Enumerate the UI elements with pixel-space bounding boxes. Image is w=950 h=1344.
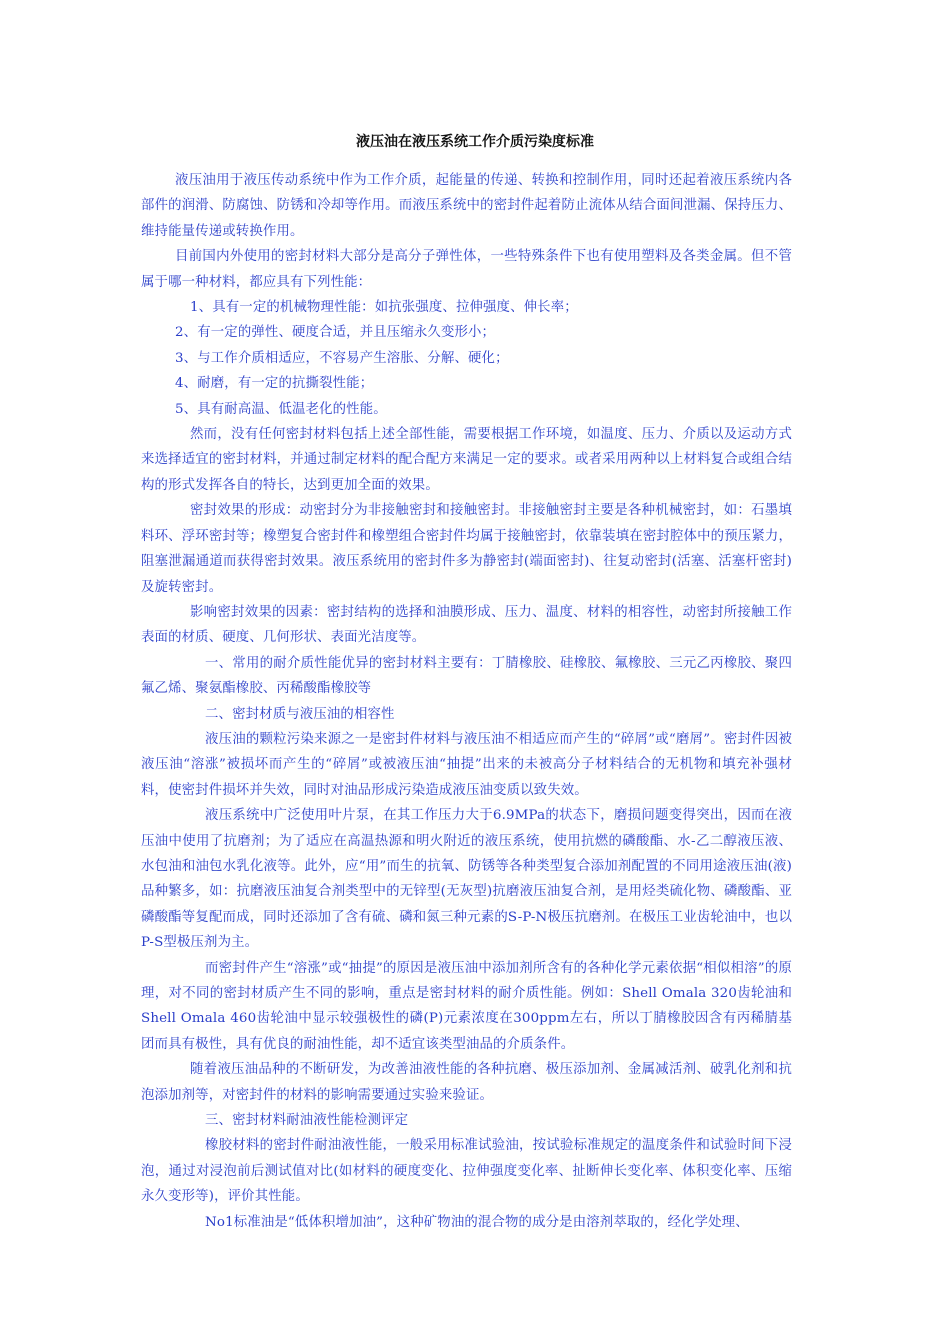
paragraph: No1标准油是“低体积增加油”，这种矿物油的混合物的成分是由溶剂萃取的，经化学处理、 [205,1214,749,1230]
list-item: 5、具有耐高温、低温老化的性能。 [175,401,387,417]
list-item: 4、耐磨，有一定的抗撕裂性能； [175,376,374,392]
paragraph: 液压系统中广泛使用叶片泵，在其工作压力大于6.9MPa的状态下，磨损问题变得突出，因而在液压油中使用了抗磨剂；为了适应在高温热源和明火附近的液压系统，使用抗燃的磷酸酯、水-乙二醇液压液、水包油和油包水乳化液等。此外，应“用”而生的抗氧、防锈等各种类型复合添加剂配置的不同用途液压油(液)品种繁多，如：抗磨液压油复合剂类型中的无锌型(无灰型)抗磨液压油复合剂，是用烃类硫化物、磷酸酯、亚磷酸酯等复配而成，同时还添加了含有硫、磷和氮三种元素的S-P-N极压抗磨剂。在极压工业齿轮油中，也以P-S型极压剂为主。 [141,808,792,951]
paragraph: 橡胶材料的密封件耐油液性能，一般采用标准试验油，按试验标准规定的温度条件和试验时间下浸泡，通过对浸泡前后测试值对比(如材料的硬度变化、拉伸强度变化率、扯断伸长变化率、体积变化率、压缩永久变形等)，评价其性能。 [141,1138,792,1205]
paragraph: 液压油的颗粒污染来源之一是密封件材料与液压油不相适应而产生的“碎屑”或“磨屑”。密封件因被液压油“溶涨”被损坏而产生的“碎屑”或被液压油“抽提”出来的未被高分子材料结合的无机物和填充补强材料，使密封件损坏并失效，同时对油品形成污染造成液压油变质以致失效。 [141,731,792,798]
list-item: 2、有一定的弹性、硬度合适，并且压缩永久变形小； [175,325,496,341]
paragraph: 影响密封效果的因素：密封结构的选择和油膜形成、压力、温度、材料的相容性，动密封所接触工作表面的材质、硬度、几何形状、表面光洁度等。 [141,604,792,646]
paragraph: 液压油用于液压传动系统中作为工作介质，起能量的传递、转换和控制作用，同时还起着液压系统内各部件的润滑、防腐蚀、防锈和冷却等作用。而液压系统中的密封件起着防止流体从结合面间泄漏、保持压力、维持能量传递或转换作用。 [141,173,792,239]
section-heading: 二、密封材质与液压油的相容性 [205,706,395,722]
list-item: 1、具有一定的机械物理性能：如抗张强度、拉伸强度、伸长率； [190,300,578,316]
paragraph: 而密封件产生“溶涨”或“抽提”的原因是液压油中添加剂所含有的各种化学元素依据“相似相溶”的原理，对不同的密封材质产生不同的影响，重点是密封材料的耐介质性能。例如：Shell Omala 320齿轮油和Shell Omala 460齿轮油中显示较强极性的磷(P)元素浓度在300ppm左右，所以丁腈橡胶因含有丙稀腈基团而具有极性，具有优良的耐油性能，却不适宜该类型油品的介质条件。 [141,960,792,1052]
paragraph: 目前国内外使用的密封材料大部分是高分子弹性体，一些特殊条件下也有使用塑料及各类金属。但不管属于哪一种材料，都应具有下列性能： [141,249,792,290]
section-heading: 三、密封材料耐油液性能检测评定 [205,1113,409,1129]
paragraph: 随着液压油品种的不断研发，为改善油液性能的各种抗磨、极压添加剂、金属减活剂、破乳化剂和抗泡添加剂等，对密封件的材料的影响需要通过实验来验证。 [141,1062,792,1103]
list-item: 3、与工作介质相适应，不容易产生溶胀、分解、硬化； [175,350,509,366]
document-title: 液压油在液压系统工作介质污染度标准 [356,134,594,150]
paragraph: 密封效果的形成：动密封分为非接触密封和接触密封。非接触密封主要是各种机械密封，如：石墨填料环、浮环密封等；橡塑复合密封件和橡塑组合密封件均属于接触密封，依靠装填在密封腔体中的预压紧力，阻塞泄漏通道而获得密封效果。液压系统用的密封件多为静密封(端面密封)、往复动密封(活塞、活塞杆密封)及旋转密封。 [141,503,792,595]
section-heading: 一、常用的耐介质性能优异的密封材料主要有：丁腈橡胶、硅橡胶、氟橡胶、三元乙丙橡胶、聚四氟乙烯、聚氨酯橡胶、丙稀酸酯橡胶等 [141,655,792,697]
paragraph: 然而，没有任何密封材料包括上述全部性能，需要根据工作环境，如温度、压力、介质以及运动方式来选择适宜的密封材料，并通过制定材料的配合配方来满足一定的要求。或者采用两种以上材料复合或组合结构的形式发挥各自的特长，达到更加全面的效果。 [141,427,792,493]
document-body [141,168,792,1235]
